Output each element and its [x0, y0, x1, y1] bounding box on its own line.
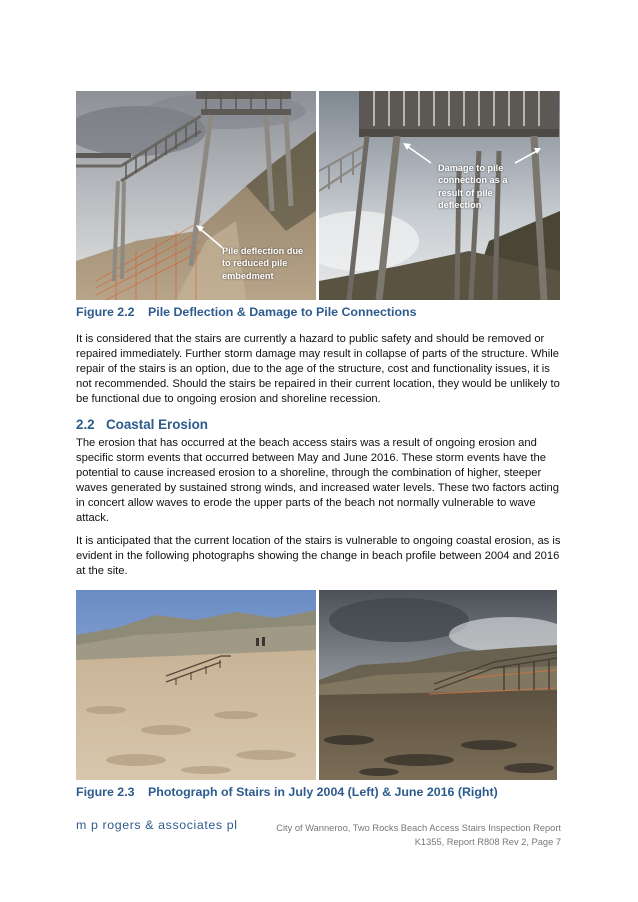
figure-2-3-title: Photograph of Stairs in July 2004 (Left) & June 2016 (Right) — [148, 785, 498, 799]
paragraph-hazard: It is considered that the stairs are currently a hazard to public safety and should be removed or repaired immediately. Further storm damage may result in collapse of parts of the structure. While repair of the stairs is an option, due to the age of the structure, cost and functionality issues, it is not recommended. Should the stairs be repaired in their current location, they would be unlikely to be functional due to ongoing erosion and shoreline recession. — [76, 333, 560, 406]
figure-2-2-caption — [76, 305, 417, 319]
annotation-pile-deflection: Pile deflection due to reduced pile embedment — [222, 246, 304, 281]
section-number: 2.2 — [76, 417, 95, 432]
annotation-pile-connection: Damage to pile connection as a result of pile deflection — [438, 163, 508, 211]
figure-2-3-caption — [76, 785, 498, 799]
figure-2-2-number: Figure 2.2 — [76, 305, 135, 319]
section-title: Coastal Erosion — [106, 417, 208, 432]
figure-2-3-number: Figure 2.3 — [76, 785, 135, 799]
paragraph-erosion: The erosion that has occurred at the beach access stairs was a result of ongoing erosion and specific storm events that occurred between May and June 2016. These storm events have the potential to cause increased erosion to a shoreline, through the combination of higher, steeper waves generated by sustained strong winds, and increased water levels. These two factors acting in concert allow waves to erode the upper parts of the beach not normally vulnerable to wave attack. — [76, 437, 559, 525]
footer-report-title: City of Wanneroo, Two Rocks Beach Access Stairs Inspection Report — [276, 823, 561, 833]
section-heading — [76, 417, 208, 432]
paragraph-anticipated: It is anticipated that the current location of the stairs is vulnerable to ongoing coastal erosion, as is evident in the following photographs showing the change in beach profile between 2004 and 2016 at the site. — [76, 535, 561, 578]
figure-2-2-title: Pile Deflection & Damage to Pile Connections — [148, 305, 417, 319]
footer-report-info — [276, 822, 561, 849]
footer-report-page: K1355, Report R808 Rev 2, Page 7 — [414, 836, 561, 847]
photo-stairs-2004 — [76, 590, 316, 780]
photo-stairs-2016 — [319, 590, 557, 780]
footer-company-name: m p rogers & associates pl — [76, 818, 238, 832]
